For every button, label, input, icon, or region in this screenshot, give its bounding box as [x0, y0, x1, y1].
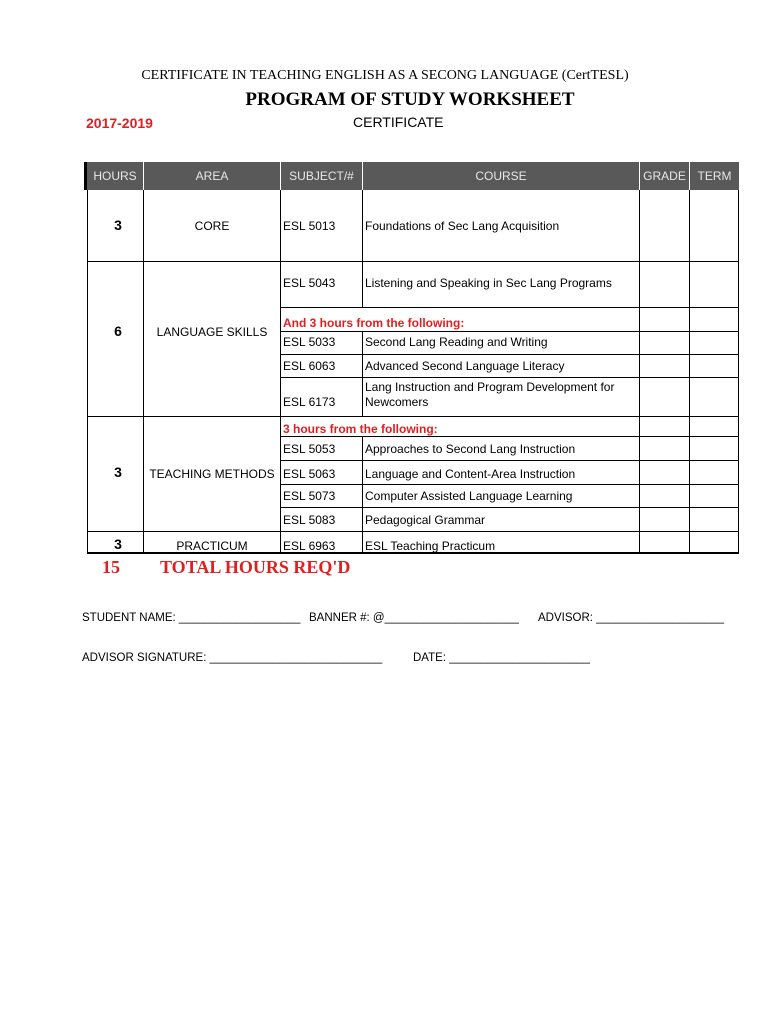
section-hours-teaching: 3	[114, 464, 122, 480]
course-title: Language and Content-Area Instruction	[365, 467, 576, 481]
catalog-years: 2017-2019	[86, 115, 153, 131]
advisor-signature-field[interactable]: ADVISOR SIGNATURE: ___________________________	[82, 652, 383, 664]
grid-line	[280, 190, 281, 553]
grid-line	[280, 331, 739, 332]
course-title-line2: Newcomers	[365, 395, 429, 409]
subject-code: ESL 5043	[283, 276, 336, 290]
grid-line	[87, 190, 88, 553]
course-title: Approaches to Second Lang Instruction	[365, 442, 576, 456]
course-title: Computer Assisted Language Learning	[365, 489, 573, 503]
grid-line	[362, 190, 363, 308]
grid-line	[689, 190, 690, 553]
program-type: CERTIFICATE	[353, 114, 444, 130]
subject-code: ESL 5013	[283, 219, 336, 233]
subject-code: ESL 5083	[283, 513, 336, 527]
grid-line	[280, 354, 739, 355]
grid-line	[87, 261, 739, 262]
grid-line	[143, 190, 144, 553]
course-title: Advanced Second Language Literacy	[365, 359, 565, 373]
section-hours-language: 6	[114, 323, 122, 339]
section-area-practicum: PRACTICUM	[176, 539, 248, 553]
grid-line	[639, 190, 640, 553]
section-hours-core: 3	[114, 217, 122, 233]
course-title: ESL Teaching Practicum	[365, 539, 496, 553]
grid-line	[280, 307, 739, 308]
subject-code: ESL 5053	[283, 442, 336, 456]
elective-note: And 3 hours from the following:	[283, 316, 465, 330]
subject-code: ESL 5033	[283, 335, 336, 349]
course-title: Foundations of Sec Lang Acquisition	[365, 219, 560, 233]
section-area-teaching: TEACHING METHODS	[149, 467, 275, 481]
column-header-subject: SUBJECT/#	[281, 162, 362, 190]
grid-line	[87, 531, 739, 532]
elective-note: 3 hours from the following:	[283, 422, 438, 436]
subject-code: ESL 6063	[283, 359, 336, 373]
total-hours-label: TOTAL HOURS REQ'D	[160, 557, 351, 577]
column-header-area: AREA	[144, 162, 280, 190]
worksheet-title: PROGRAM OF STUDY WORKSHEET	[245, 89, 575, 110]
grid-line	[362, 332, 363, 417]
subject-code: ESL 5063	[283, 467, 336, 481]
grid-line	[280, 507, 739, 508]
column-header-grade: GRADE	[640, 162, 689, 190]
grid-line	[362, 437, 363, 553]
course-title: Listening and Speaking in Sec Lang Programs	[365, 276, 612, 290]
subject-code: ESL 6173	[283, 395, 336, 409]
banner-number-field[interactable]: BANNER #: @_____________________	[309, 612, 519, 624]
column-header-hours: HOURS	[87, 162, 143, 190]
certificate-title: CERTIFICATE IN TEACHING ENGLISH AS A SECONG LANGUAGE (CertTESL)	[141, 68, 629, 83]
course-title: Pedagogical Grammar	[365, 513, 486, 527]
subject-code: ESL 6963	[283, 539, 336, 553]
grid-line	[87, 416, 739, 417]
grid-line	[280, 377, 739, 378]
course-title: Second Lang Reading and Writing	[365, 335, 548, 349]
column-header-course: COURSE	[363, 162, 639, 190]
grid-line	[280, 460, 739, 461]
total-hours-value: 15	[102, 557, 120, 577]
date-field[interactable]: DATE: ______________________	[413, 652, 590, 664]
grid-line	[738, 190, 739, 553]
section-area-language: LANGUAGE SKILLS	[156, 325, 268, 339]
grid-line	[280, 436, 739, 437]
course-title-line1: Lang Instruction and Program Development for	[365, 380, 615, 394]
section-area-core: CORE	[194, 219, 230, 233]
column-header-term: TERM	[690, 162, 739, 190]
student-name-field[interactable]: STUDENT NAME: ___________________	[82, 612, 301, 624]
section-hours-practicum: 3	[114, 536, 122, 552]
subject-code: ESL 5073	[283, 489, 336, 503]
advisor-field[interactable]: ADVISOR: ____________________	[538, 612, 725, 624]
grid-line	[280, 484, 739, 485]
